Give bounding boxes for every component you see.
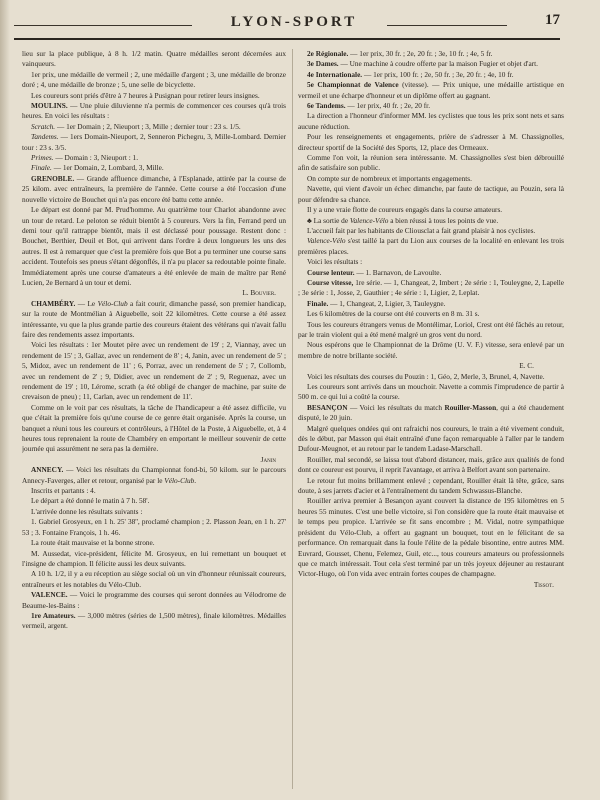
section-heading: 5e Championnat de Valence	[307, 80, 399, 90]
match-name: Rouiller-Masson	[444, 402, 497, 412]
paragraph	[22, 590, 286, 611]
paragraph	[298, 278, 564, 299]
paragraph-text: — Grande affluence dimanche, à l'Esplanade, attirée par la course de 25 kilom. avec entraîneurs, la première de l'année. Cette course a été l'occasion d'une nouvelle victoire de Bouchet qui n'a pas encore été battu cette année.	[22, 173, 286, 204]
paragraph-text: 1re série. — 1, Changeat, 2, Imbert ; 2e série : 1, Touleygne, 2, Lapelle ; 3e série : 1, Josse, 2, Gauthier ; 4e série : 1, Ligier, 2, Leplat.	[298, 277, 564, 298]
section-heading: GRENOBLE.	[31, 173, 75, 183]
paragraph	[22, 569, 286, 590]
paragraph	[22, 611, 286, 632]
page-edge-shadow	[0, 0, 10, 800]
paragraph-text: , qui a été chaudement disputé, le 20 juin.	[298, 402, 564, 423]
paragraph-text: E. C.	[519, 361, 534, 371]
paragraph-text: — 1ers Domain-Nieuport, 2, Senneron Pichegru, 3, Mille-Lombard. Dernier tour : 23 s. 3/5.	[22, 132, 286, 152]
paragraph-text: Il y a une vraie flotte de coureurs engagés dans la course amateurs.	[307, 205, 503, 215]
paragraph-text: s'est taillé la part du Lion aux courses de la localité en enlevant les trois premières places.	[298, 236, 564, 256]
section-heading: BESANÇON	[307, 402, 348, 412]
event-label: Primes.	[31, 153, 54, 163]
paragraph-text: Pour les renseignements et engagements, prière de s'adresser à M. Chassignolles, directeur sportif de la Société des Sports, 12, place des Ormeaux.	[298, 132, 564, 152]
paragraph	[298, 455, 564, 476]
paragraph	[22, 517, 286, 538]
paragraph-text: a bien réussi à tous les points de vue.	[388, 215, 499, 225]
paragraph	[298, 257, 564, 267]
section-heading: ANNECY.	[31, 465, 64, 475]
paragraph	[298, 424, 564, 455]
paragraph-text: L. Bouvier.	[242, 288, 276, 298]
paragraph-text: Nous espérons que le Championnat de la Drôme (U. V. F.) vitesse, sera enlevé par un membre de notre brillante société.	[298, 340, 564, 360]
paragraph-text: — 1er Domain ; 2, Nieuport ; 3, Mille ; dernier tour : 23 s. 1/5.	[55, 121, 241, 131]
paragraph	[22, 549, 286, 570]
paragraph-text: Tous les coureurs étrangers venus de Montélimar, Loriol, Crest ont été fâchés au retour, par le train violent qui a été mené malgré un gros vent du nord.	[298, 319, 564, 339]
paragraph-text: La route était mauvaise et la bonne strone.	[31, 538, 155, 548]
paragraph	[22, 455, 286, 465]
event-label: Scratch.	[31, 121, 56, 131]
section-heading: 4e Internationale.	[307, 69, 363, 79]
paragraph-text: Voici les résultats :	[307, 257, 363, 267]
paragraph-text: ♣ La sortie de	[307, 215, 350, 225]
section-heading: 3e Dames.	[307, 59, 339, 69]
paragraph-text: — Domain : 3, Nieuport : 1.	[53, 153, 139, 163]
event-label: Tandems.	[31, 132, 59, 142]
paragraph-text: Les coureurs sont arrivés dans un mouchoir. Navette a commis l'imprudence de partir à 500 m. ce qui lui a coûté la course.	[298, 382, 564, 402]
paragraph-text: M. Aussedat, vice-président, félicite M. Grosyeux, en lui remettant un bouquet et l'insigne de champion. Il félicite aussi les deux suivants.	[22, 548, 286, 568]
paragraph	[22, 403, 286, 455]
paragraph	[298, 299, 564, 309]
paragraph-text: Le départ est donné par M. Prud'homme. Au quatrième tour Charlot abandonne avec un tour de retard. Le peloton se réduit bientôt à 5 coureurs. Vers la fin, Ferrand perd un demi tour qu'il rattrappe bientôt, mais il est déclassé pour poussage. Restent donc : Bouchet, Berthier, Deuil et Bot, qui arrivent dans l'ordre à deux longueurs les uns des autres. Il est à remarquer que c'est la première fois que Bot a pu terminer une course sans accident. Toutefois ses pneus s'étant dégonflés, il n'a pu placer sa redoutable pointe finale. Immédiatement après une course d'amateurs a été enlevée de main de maître par René Lucien, 2e Bernard à un tour et demi.	[22, 205, 286, 287]
paragraph-text: — Voici les résultats du Championnat fond-bi, 50 kilom. sur le parcours Annecy-Faverges, aller et retour, organisé par le	[22, 465, 286, 485]
paragraph	[22, 465, 286, 486]
page-header	[14, 14, 560, 40]
paragraph-text: L'accueil fait par les habitants de Cliousclat a fait grand plaisir à nos cyclistes.	[307, 225, 536, 235]
paragraph	[22, 340, 286, 402]
paragraph-text: — 1er prix, 100 fr. ; 2e, 50 fr. ; 3e, 20 fr. ; 4e, 10 fr.	[362, 69, 514, 79]
paragraph	[298, 236, 564, 257]
paragraph	[22, 507, 286, 517]
paragraph-text: Comme l'on voit, la réunion sera intéressante. M. Chassignolles s'est bien débrouillé afin de satisfaire son public.	[298, 153, 564, 173]
paragraph	[298, 382, 564, 403]
paragraph-text: Les coureurs sont priés d'être à 7 heures à Pusignan pour retirer leurs insignes.	[31, 90, 260, 100]
header-rule-right	[387, 25, 507, 26]
paragraph	[298, 205, 564, 215]
paragraph-text: Les 6 kilomètres de la course ont été couverts en 8 m. 31 s.	[307, 309, 480, 319]
paragraph	[298, 59, 564, 69]
paragraph	[22, 174, 286, 205]
header-rule-left	[14, 25, 192, 26]
paragraph-text: Janin	[260, 454, 276, 464]
paragraph	[22, 132, 286, 153]
paragraph	[22, 205, 286, 288]
paragraph-text: — Voici le programme des courses qui seront données au Vélodrome de Beaume-les-Bains :	[22, 590, 286, 610]
paragraph	[298, 132, 564, 153]
right-column	[298, 49, 564, 795]
paragraph-text: lieu sur la place publique, à 8 h. 1/2 matin. Quatre médailles seront décernées aux vainqueurs.	[22, 49, 286, 69]
paragraph-text: La direction a l'honneur d'informer MM. les cyclistes que tous les prix sont nets et sans aucune réduction.	[298, 111, 564, 131]
paragraph-text: Rouiller, mal secondé, se laissa tout d'abord distancer, mais, grâce aux qualités de fond dont ce coureur est pourvu, il reprit l'avantage, et arriva à Belfort avant son partenaire.	[298, 454, 564, 475]
paragraph	[298, 320, 564, 341]
section-heading: VALENCE.	[31, 590, 68, 600]
paragraph	[22, 288, 286, 298]
club-name: Vélo-Club	[164, 475, 195, 485]
section-heading: Course lenteur.	[307, 267, 355, 277]
left-column	[22, 49, 286, 795]
column-divider	[292, 49, 293, 789]
paragraph	[22, 496, 286, 506]
paragraph	[298, 49, 564, 59]
paragraph-text: Tissot.	[533, 579, 554, 589]
paragraph-text: — 1. Barnavon, de Lavoulte.	[354, 267, 442, 277]
paragraph	[22, 122, 286, 132]
paragraph	[298, 268, 564, 278]
paragraph	[298, 340, 564, 361]
paragraph	[298, 153, 564, 174]
paragraph-text: — Une machine à coudre offerte par la maison Fugier et objet d'art.	[338, 59, 538, 69]
paragraph-text: Navette, qui vient d'avoir un échec dimanche, par faute de tactique, au Pouzin, sera là pour défendre sa chance.	[298, 184, 564, 204]
paragraph-text: L'arrivée donne les résultats suivants :	[31, 506, 143, 516]
paragraph-text: Voici les résultats des courses du Pouzin : 1, Géo, 2, Merle, 3, Brunel, 4, Navette.	[307, 371, 545, 381]
paragraph-text: Le départ a été donné le matin à 7 h. 58'.	[31, 496, 150, 506]
paragraph	[298, 309, 564, 319]
paragraph-text: — Voici les résultats du match	[347, 402, 445, 412]
event-label: Valence-Vélo	[307, 236, 346, 246]
page-number: 17	[545, 12, 560, 28]
section-heading: 1re Amateurs.	[31, 610, 76, 620]
club-name: Vélo-Club	[97, 298, 128, 308]
paragraph	[298, 496, 564, 579]
paragraph	[22, 101, 286, 122]
paragraph	[22, 299, 286, 341]
paragraph-text: — Le	[75, 298, 98, 308]
paragraph-text: Malgré quelques ondées qui ont rafraichi nos coureurs, le train a été vivement conduit, dès le début, par Masson qui était entraîné d'une façon remarquable à l'aller par le tandem Dufour-Meugnot, et au retour par le tandem Ladase-Marschall.	[298, 423, 564, 454]
paragraph	[298, 111, 564, 132]
paragraph	[298, 580, 564, 590]
paragraph-text: Voici les résultats : 1er Moutet père avec un rendement de 19' ; 2, Viannay, avec un rendement de 15' ; 3, Gallaz, avec un rendement de 8' ; 4, Janin, avec un rendement de 5' ; 5, Midoz, avec un rendement de 11' ; 6, Porraz, avec un rendement de 5' ; 7, Collomb, avec un rendement de 2' ; 9, Didier, avec un rendement de 2' ; 9, Reguenaz, avec un rendement de 19' ; 10, Lérome, scrath (a été obligé de changer de machine, par suite de crevaison de pneu) ; 11, Carlan, avec un rendement de 11'.	[22, 340, 286, 402]
paragraph-text: Le retour fut moins brillamment enlevé ; cependant, Rouiller était là tête, grâce, sans doute, à ses jarrets d'acier et à l'entraînement du tandem Schwassus-Blanche.	[298, 475, 564, 496]
paragraph	[22, 49, 286, 70]
paragraph	[22, 538, 286, 548]
paragraph	[22, 486, 286, 496]
paragraph	[298, 174, 564, 184]
paragraph-text: (vitesse). — Prix unique, une médaille artistique en vermeil et une écharpe d'honneur et un diplôme offert au gagnant.	[298, 80, 564, 100]
paragraph	[22, 163, 286, 173]
page-title: LYON-SPORT	[230, 14, 358, 30]
section-heading: MOULINS.	[31, 101, 68, 111]
section-heading: 2e Régionale.	[307, 49, 349, 58]
section-heading: 6e Tandems.	[307, 101, 346, 111]
paragraph	[298, 403, 564, 424]
club-name: Valence-Vélo	[349, 215, 389, 225]
section-heading: Finale.	[307, 298, 329, 308]
paragraph	[22, 153, 286, 163]
paragraph-text: .	[194, 475, 197, 485]
event-label: Finale.	[31, 163, 52, 173]
paragraph	[298, 184, 564, 205]
paragraph	[298, 80, 564, 101]
paragraph	[298, 361, 564, 371]
section-heading: CHAMBÉRY.	[31, 298, 76, 308]
paragraph-text: — 1, Changeat, 2, Ligier, 3, Tauleygne.	[328, 298, 446, 308]
paragraph-text: 1. Gabriel Grosyeux, en 1 h. 25' 38'', proclamé champion ; 2. Plasson Jean, en 1 h. 27' 53 ; 3. Fontaine François, 1 h. 46.	[22, 517, 286, 537]
paragraph-text: a fait courir, dimanche passé, son premier handicap, sur la route de Montmélian à Aiguebelle, soit 22 kilomètres. Cette course a été assez intéressante, vu que la plus grande partie des coureurs étaient des vétérans qui n'avait fallu faire des rendements assez importants.	[22, 298, 286, 339]
paragraph-text: — Une pluie diluvienne n'a permis de commencer ces courses qu'à trois heures. En voici les résultats :	[22, 101, 286, 121]
paragraph-text: Comme on le voit par ces résultats, la tâche de l'handicapeur a été assez difficile, vu que c'était la première fois qu'une course de ce genre était organisée. Après la course, un banquet a réuni tous les coureurs et contrôleurs, à l'Hôtel de la Poste, à Aiguebelle, et, à 4 heures tous reprenaient la route de Chambéry en emportant le meilleur souvenir de cette journée qui assurément ne sera pas la dernière.	[22, 402, 286, 454]
paragraph	[22, 70, 286, 91]
section-heading: Course vitesse,	[307, 277, 354, 287]
paragraph	[298, 226, 564, 236]
paragraph-text: — 1er Domain, 2, Lombard, 3, Mille.	[51, 163, 164, 173]
paragraph-text: Rouiller arriva premier à Besançon ayant couvert la distance de 195 kilomètres en 5 heures 55 minutes. C'est une belle victoire, si l'on considère que la route était mauvaise et le temps peu propice. L'arrivée se fit sans encombre ; M. Vidal, notre sympathique président du Vélo-Club, a offert au gagnant un bouquet, tout en le félicitant de sa performance. On remarquait dans la foule l'élite de la pédale bisontine, entre autres MM. Euvrard, Gousset, Chenu, Felemez, Guil, etc..., tous coureurs amateurs ou professionnels que ce match intéressait. Tout cela s'est terminé par un très joyeux déjeuner au restaurant Victor-Hugo, où l'on vida avec entrain fortes coupes de champagne.	[298, 496, 564, 579]
paragraph	[22, 91, 286, 101]
paragraph-text: — 3,000 mètres (séries de 1,500 mètres), finale kilomètres. Médailles vermeil, argent.	[22, 610, 286, 631]
paragraph	[298, 372, 564, 382]
paragraph-text: On compte sur de nombreux et importants engagements.	[307, 173, 472, 183]
paragraph	[298, 216, 564, 226]
paragraph-text: A 10 h. 1/2, il y a eu réception au siège social où un vin d'honneur réunissait coureurs, entraîneurs et les notables du Vélo-Club.	[22, 569, 286, 589]
paragraph-text: Inscrits et partants : 4.	[31, 486, 96, 496]
paragraph	[298, 70, 564, 80]
paragraph-text: — 1er prix, 40 fr. ; 2e, 20 fr.	[345, 101, 431, 111]
paragraph-text: 1er prix, une médaille de vermeil ; 2, une médaille d'argent ; 3, une médaille de bronze doré ; 4, une médaille de bronze ; 5, une selle de bicyclette.	[22, 69, 286, 90]
paragraph	[298, 476, 564, 497]
paragraph	[298, 101, 564, 111]
paragraph-text: — 1er prix, 30 fr. ; 2e, 20 fr. ; 3e, 10 fr. ; 4e, 5 fr.	[348, 49, 493, 58]
